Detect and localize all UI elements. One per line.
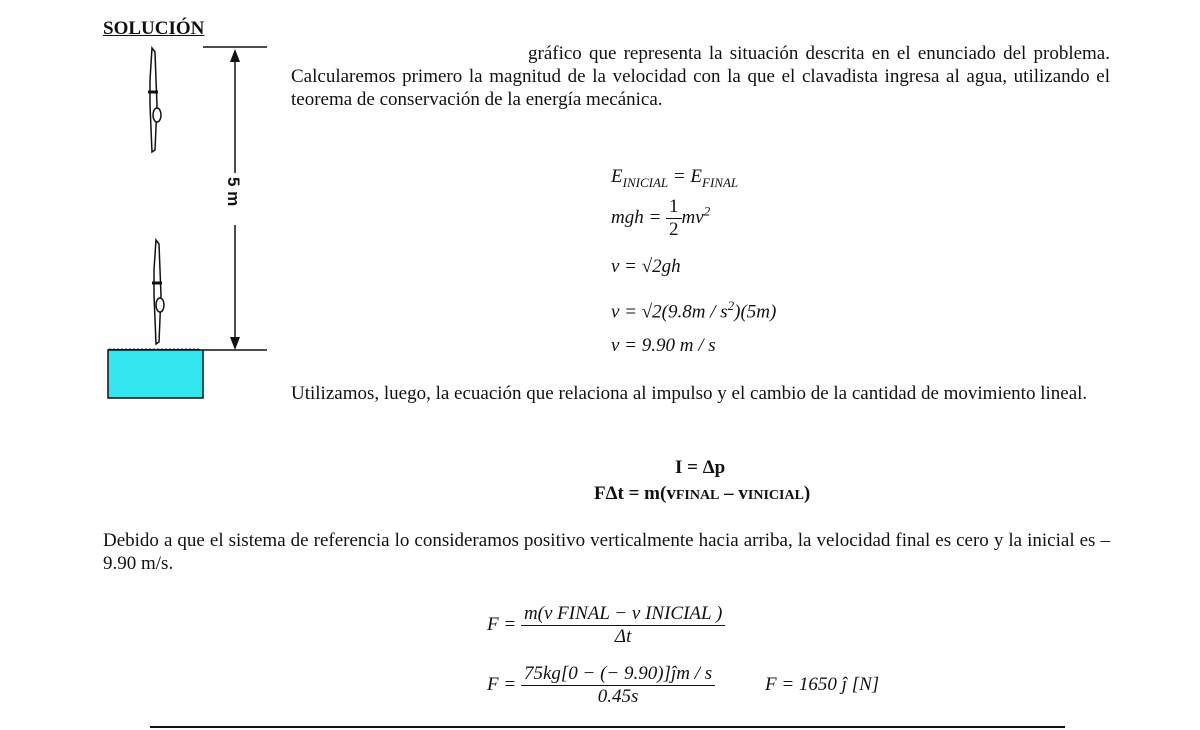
- force-equation-2: F = $\frac{75kg[0 - (- 9.90)]ĵm / s}{0.45s}$: [487, 663, 715, 708]
- diver-figure: [100, 40, 300, 440]
- page-divider: [150, 726, 1065, 728]
- impulse-paragraph: Utilizamos, luego, la ecuación que relaciona al impulso y el cambio de la cantidad de movimiento lineal.: [291, 383, 1088, 404]
- arrow-down-icon: [230, 337, 240, 350]
- energy-equation-2: mgh = $\frac{1}{2}$ $mv^2$: [611, 196, 711, 240]
- energy-equation-1: $E_{INICIAL} = E_{FINAL}$: [611, 166, 739, 190]
- reference-paragraph: Debido a que el sistema de referencia lo consideramos positivo verticalmente hacia arriba, la velocidad final es cero y la inicial es – 9.90 m/s.: [103, 530, 1110, 574]
- impulse-equation-2: FΔt = m(vFINAL – vINICIAL): [594, 483, 811, 504]
- arrow-up-icon: [230, 49, 240, 62]
- height-label: 5 m: [224, 177, 243, 207]
- force-equation-1: F = $\frac{\text{m(v FINAL − v INICIAL )}}{\Delta t}$: [487, 603, 725, 648]
- energy-equation-4: $v = √2(9.8m / s^2)(5m)$: [611, 298, 777, 323]
- diver-bottom-icon: [152, 240, 164, 344]
- energy-equation-3: v = √2gh: [611, 256, 681, 277]
- section-title: SOLUCIÓN: [103, 18, 205, 39]
- impulse-equation-1: I = Δp: [675, 457, 726, 478]
- force-result: F = 1650 ĵ [N]: [765, 674, 880, 695]
- water-pool: [108, 350, 203, 398]
- energy-equation-5: v = 9.90 m / s: [611, 335, 716, 356]
- intro-paragraph: gráfico que representa la situación descrita en el enunciado del problema. Calcularemos primero la magnitud de la velocidad con la que el clavadista ingresa al agua, utilizando el teorema de conservación de la energía mecánica.: [291, 43, 1110, 110]
- diver-top-icon: [148, 48, 161, 152]
